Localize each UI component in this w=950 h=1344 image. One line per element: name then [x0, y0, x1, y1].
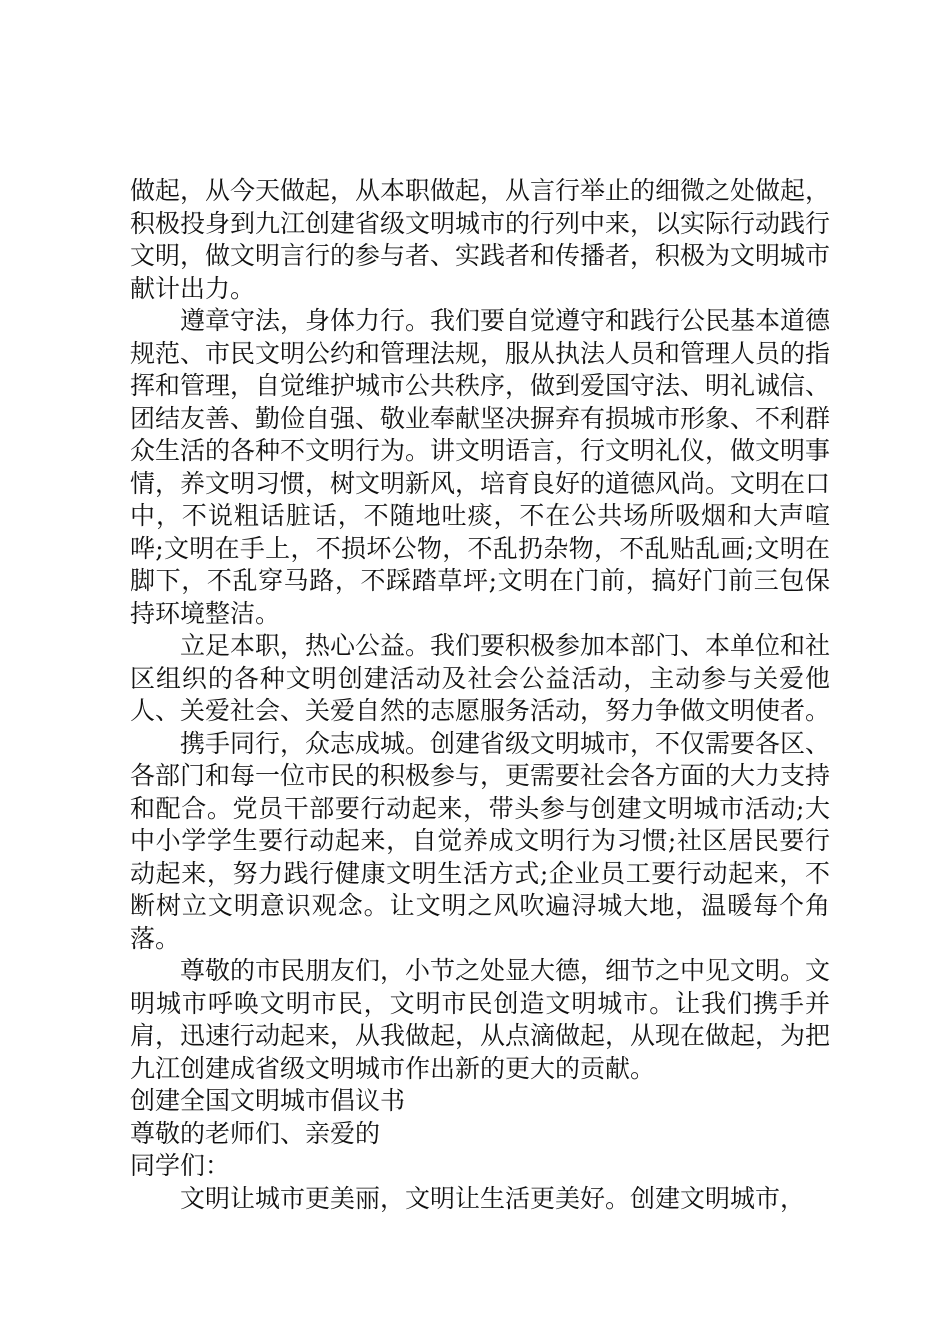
- paragraph-public-welfare: 立足本职，热心公益。我们要积极参加本部门、本单位和社区组织的各种文明创建活动及社会公益活动，主动参与关爱他人、关爱社会、关爱自然的志愿服务活动，努力争做文明使者。: [130, 631, 831, 725]
- paragraph-together: 携手同行，众志成城。创建省级文明城市，不仅需要各区、各部门和每一位市民的积极参与，更需要社会各方面的大力支持和配合。党员干部要行动起来，带头参与创建文明城市活动;大中小学学生要行动起来，自觉养成文明行为习惯;社区居民要行动起来，努力践行健康文明生活方式;企业员工要行动起来，不断树立文明意识观念。让文明之风吹遍浔城大地，温暖每个角落。: [130, 728, 831, 953]
- document-page: [130, 175, 830, 1215]
- paragraph-continuation: 做起，从今天做起，从本职做起，从言行举止的细微之处做起，积极投身到九江创建省级文明城市的行列中来，以实际行动践行文明，做文明言行的参与者、实践者和传播者，积极为文明城市献计出力。: [130, 176, 831, 303]
- paragraph-intro: 文明让城市更美丽，文明让生活更美好。创建文明城市，: [180, 1183, 806, 1213]
- salutation-line-2: 同学们：: [130, 1151, 231, 1180]
- paragraph-closing: 尊敬的市民朋友们，小节之处显大德，细节之中见文明。文明城市呼唤文明市民，文明市民创造文明城市。让我们携手并肩，迅速行动起来，从我做起，从点滴做起，从现在做起，为把九江创建成省级文明城市作出新的更大的贡献。: [130, 956, 831, 1083]
- paragraph-law-abiding: 遵章守法，身体力行。我们要自觉遵守和践行公民基本道德规范、市民文明公约和管理法规，服从执法人员和管理人员的指挥和管理，自觉维护城市公共秩序，做到爱国守法、明礼诚信、团结友善、勤俭自强、敬业奉献坚决摒弃有损城市形象、不利群众生活的各种不文明行为。讲文明语言，行文明礼仪，做文明事情，养文明习惯，树文明新风，培育良好的道德风尚。文明在口中，不说粗话脏话，不随地吐痰，不在公共场所吸烟和大声喧哗;文明在手上，不损坏公物，不乱扔杂物，不乱贴乱画;文明在脚下，不乱穿马路，不踩踏草坪;文明在门前，搞好门前三包保持环境整洁。: [130, 306, 831, 628]
- section-title: 创建全国文明城市倡议书: [130, 1086, 406, 1115]
- salutation-line-1: 尊敬的老师们、亲爱的: [130, 1118, 381, 1148]
